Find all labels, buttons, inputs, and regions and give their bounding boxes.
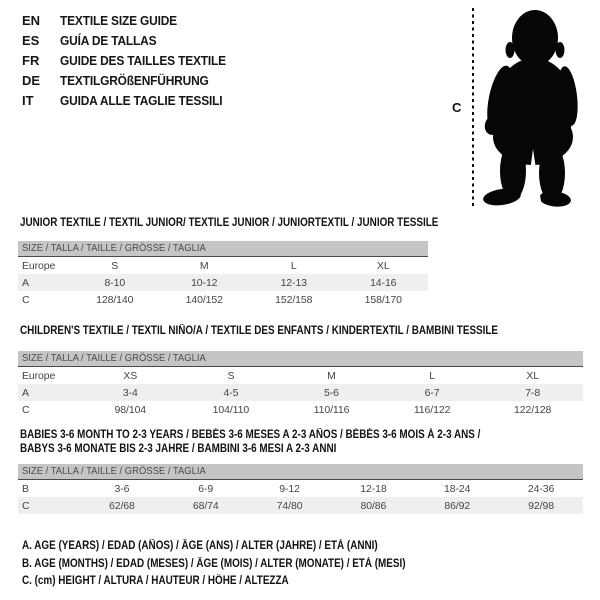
table-cell: L <box>429 369 435 382</box>
table-cell: 18-24 <box>444 482 471 495</box>
table-cell: 3-6 <box>114 482 130 495</box>
table-cell: 80/86 <box>360 499 387 512</box>
size-header-bar <box>18 351 583 367</box>
table-cell: 104/110 <box>212 403 250 416</box>
size-header-bar <box>18 241 428 257</box>
table-cell: 14-16 <box>370 276 397 289</box>
table-row <box>18 367 583 384</box>
height-dash-line <box>472 8 474 206</box>
table-cell: 12-13 <box>280 276 307 289</box>
babies-title-line2: BABYS 3-6 MONATE BIS 2-3 JAHRE / BAMBINI 3-6 MESI A 2-3 ANNI <box>20 443 337 455</box>
table-cell: 92/98 <box>528 499 554 512</box>
table-row <box>18 274 428 291</box>
table-cell: 8-10 <box>104 276 126 289</box>
table-cell: XL <box>526 369 540 382</box>
language-code: IT <box>22 92 34 108</box>
table-cell: 9-12 <box>279 482 300 495</box>
table-cell: 10-12 <box>191 276 218 289</box>
note-b: B. AGE (MONTHS) / EDAD (MESES) / ÂGE (MOIS) / ALTER (MONATE) / ETÀ (MESI) <box>22 557 406 570</box>
note-c: C. (cm) HEIGHT / ALTURA / HAUTEUR / HÖHE / ALTEZZA <box>22 575 289 587</box>
language-code: EN <box>22 12 41 28</box>
table-cell: 5-6 <box>324 386 339 399</box>
table-cell: S <box>111 259 119 272</box>
table-row <box>18 291 428 308</box>
table-cell: 122/128 <box>514 403 552 416</box>
table-row <box>18 480 583 497</box>
baby-silhouette-icon <box>476 6 592 208</box>
children-section-title: CHILDREN'S TEXTILE / TEXTIL NIÑO/A / TEXTILE DES ENFANTS / KINDERTEXTIL / BAMBINI TESSILE <box>20 325 499 337</box>
row-label: C <box>22 499 30 512</box>
table-cell: 110/116 <box>313 403 350 416</box>
table-row <box>18 257 428 274</box>
language-label: GUÍA DE TALLAS <box>60 32 157 48</box>
table-row <box>18 384 583 401</box>
row-label: Europe <box>22 259 56 272</box>
babies-section-title <box>20 428 480 456</box>
table-cell: 74/80 <box>276 499 303 512</box>
size-header-text: SIZE / TALLA / TAILLE / GRÖSSE / TAGLIA <box>22 465 206 477</box>
language-row-fr <box>22 50 240 70</box>
table-cell: 24-36 <box>527 482 555 495</box>
babies-size-table <box>18 464 583 514</box>
size-header-bar <box>18 464 583 480</box>
legend-notes <box>22 538 468 591</box>
children-size-table <box>18 351 583 418</box>
language-list <box>22 10 240 110</box>
language-code: DE <box>22 72 41 88</box>
table-row <box>18 401 583 418</box>
table-cell: M <box>199 259 209 272</box>
table-cell: 6-9 <box>198 482 214 495</box>
table-cell: 7-8 <box>525 386 541 399</box>
table-cell: XL <box>376 259 390 272</box>
table-cell: L <box>290 259 297 272</box>
junior-size-table <box>18 241 428 308</box>
language-row-en <box>22 10 240 30</box>
table-cell: S <box>227 369 235 382</box>
language-label: GUIDE DES TAILLES TEXTILE <box>60 52 226 68</box>
language-row-it <box>22 90 240 110</box>
table-cell: XS <box>123 369 138 382</box>
table-cell: 4-5 <box>223 386 239 399</box>
table-cell: 6-7 <box>424 386 440 399</box>
table-cell: M <box>327 369 336 382</box>
row-label: C <box>22 403 30 416</box>
table-cell: 140/152 <box>185 293 223 306</box>
language-code: ES <box>22 32 40 48</box>
row-label: C <box>22 293 30 306</box>
table-row <box>18 497 583 514</box>
table-cell: 12-18 <box>360 482 387 495</box>
size-header-text: SIZE / TALLA / TAILLE / GRÖSSE / TAGLIA <box>22 352 206 364</box>
table-cell: 62/68 <box>109 499 135 512</box>
language-row-de <box>22 70 240 90</box>
language-row-es <box>22 30 240 50</box>
row-label: A <box>22 386 29 399</box>
babies-title-line1: BABIES 3-6 MONTH TO 2-3 YEARS / BEBÉS 3-6 MESES A 2-3 AÑOS / BÉBÉS 3-6 MOIS À 2-3 ANS / <box>20 429 481 441</box>
language-label: TEXTILGRÖßENFÜHRUNG <box>60 72 209 88</box>
table-cell: 128/140 <box>96 293 134 306</box>
language-label: GUIDA ALLE TAGLIE TESSILI <box>60 92 223 108</box>
table-cell: 68/74 <box>192 499 219 512</box>
row-label: Europe <box>22 369 56 382</box>
table-cell: 158/170 <box>364 293 402 306</box>
row-label: A <box>22 276 29 289</box>
size-header-text: SIZE / TALLA / TAILLE / GRÖSSE / TAGLIA <box>22 242 206 254</box>
figure-height-label: C <box>452 100 462 115</box>
language-code: FR <box>22 52 40 68</box>
table-cell: 86/92 <box>444 499 471 512</box>
junior-section-title: JUNIOR TEXTILE / TEXTIL JUNIOR/ TEXTILE JUNIOR / JUNIORTEXTIL / JUNIOR TESSILE <box>20 217 439 229</box>
note-a: A. AGE (YEARS) / EDAD (AÑOS) / ÂGE (ANS) / ALTER (JAHRE) / ETÀ (ANNI) <box>22 540 378 552</box>
table-cell: 116/122 <box>413 403 451 416</box>
language-label: TEXTILE SIZE GUIDE <box>60 12 177 28</box>
row-label: B <box>22 482 29 495</box>
table-cell: 152/158 <box>275 293 313 306</box>
table-cell: 98/104 <box>114 403 147 416</box>
table-cell: 3-4 <box>122 386 138 399</box>
